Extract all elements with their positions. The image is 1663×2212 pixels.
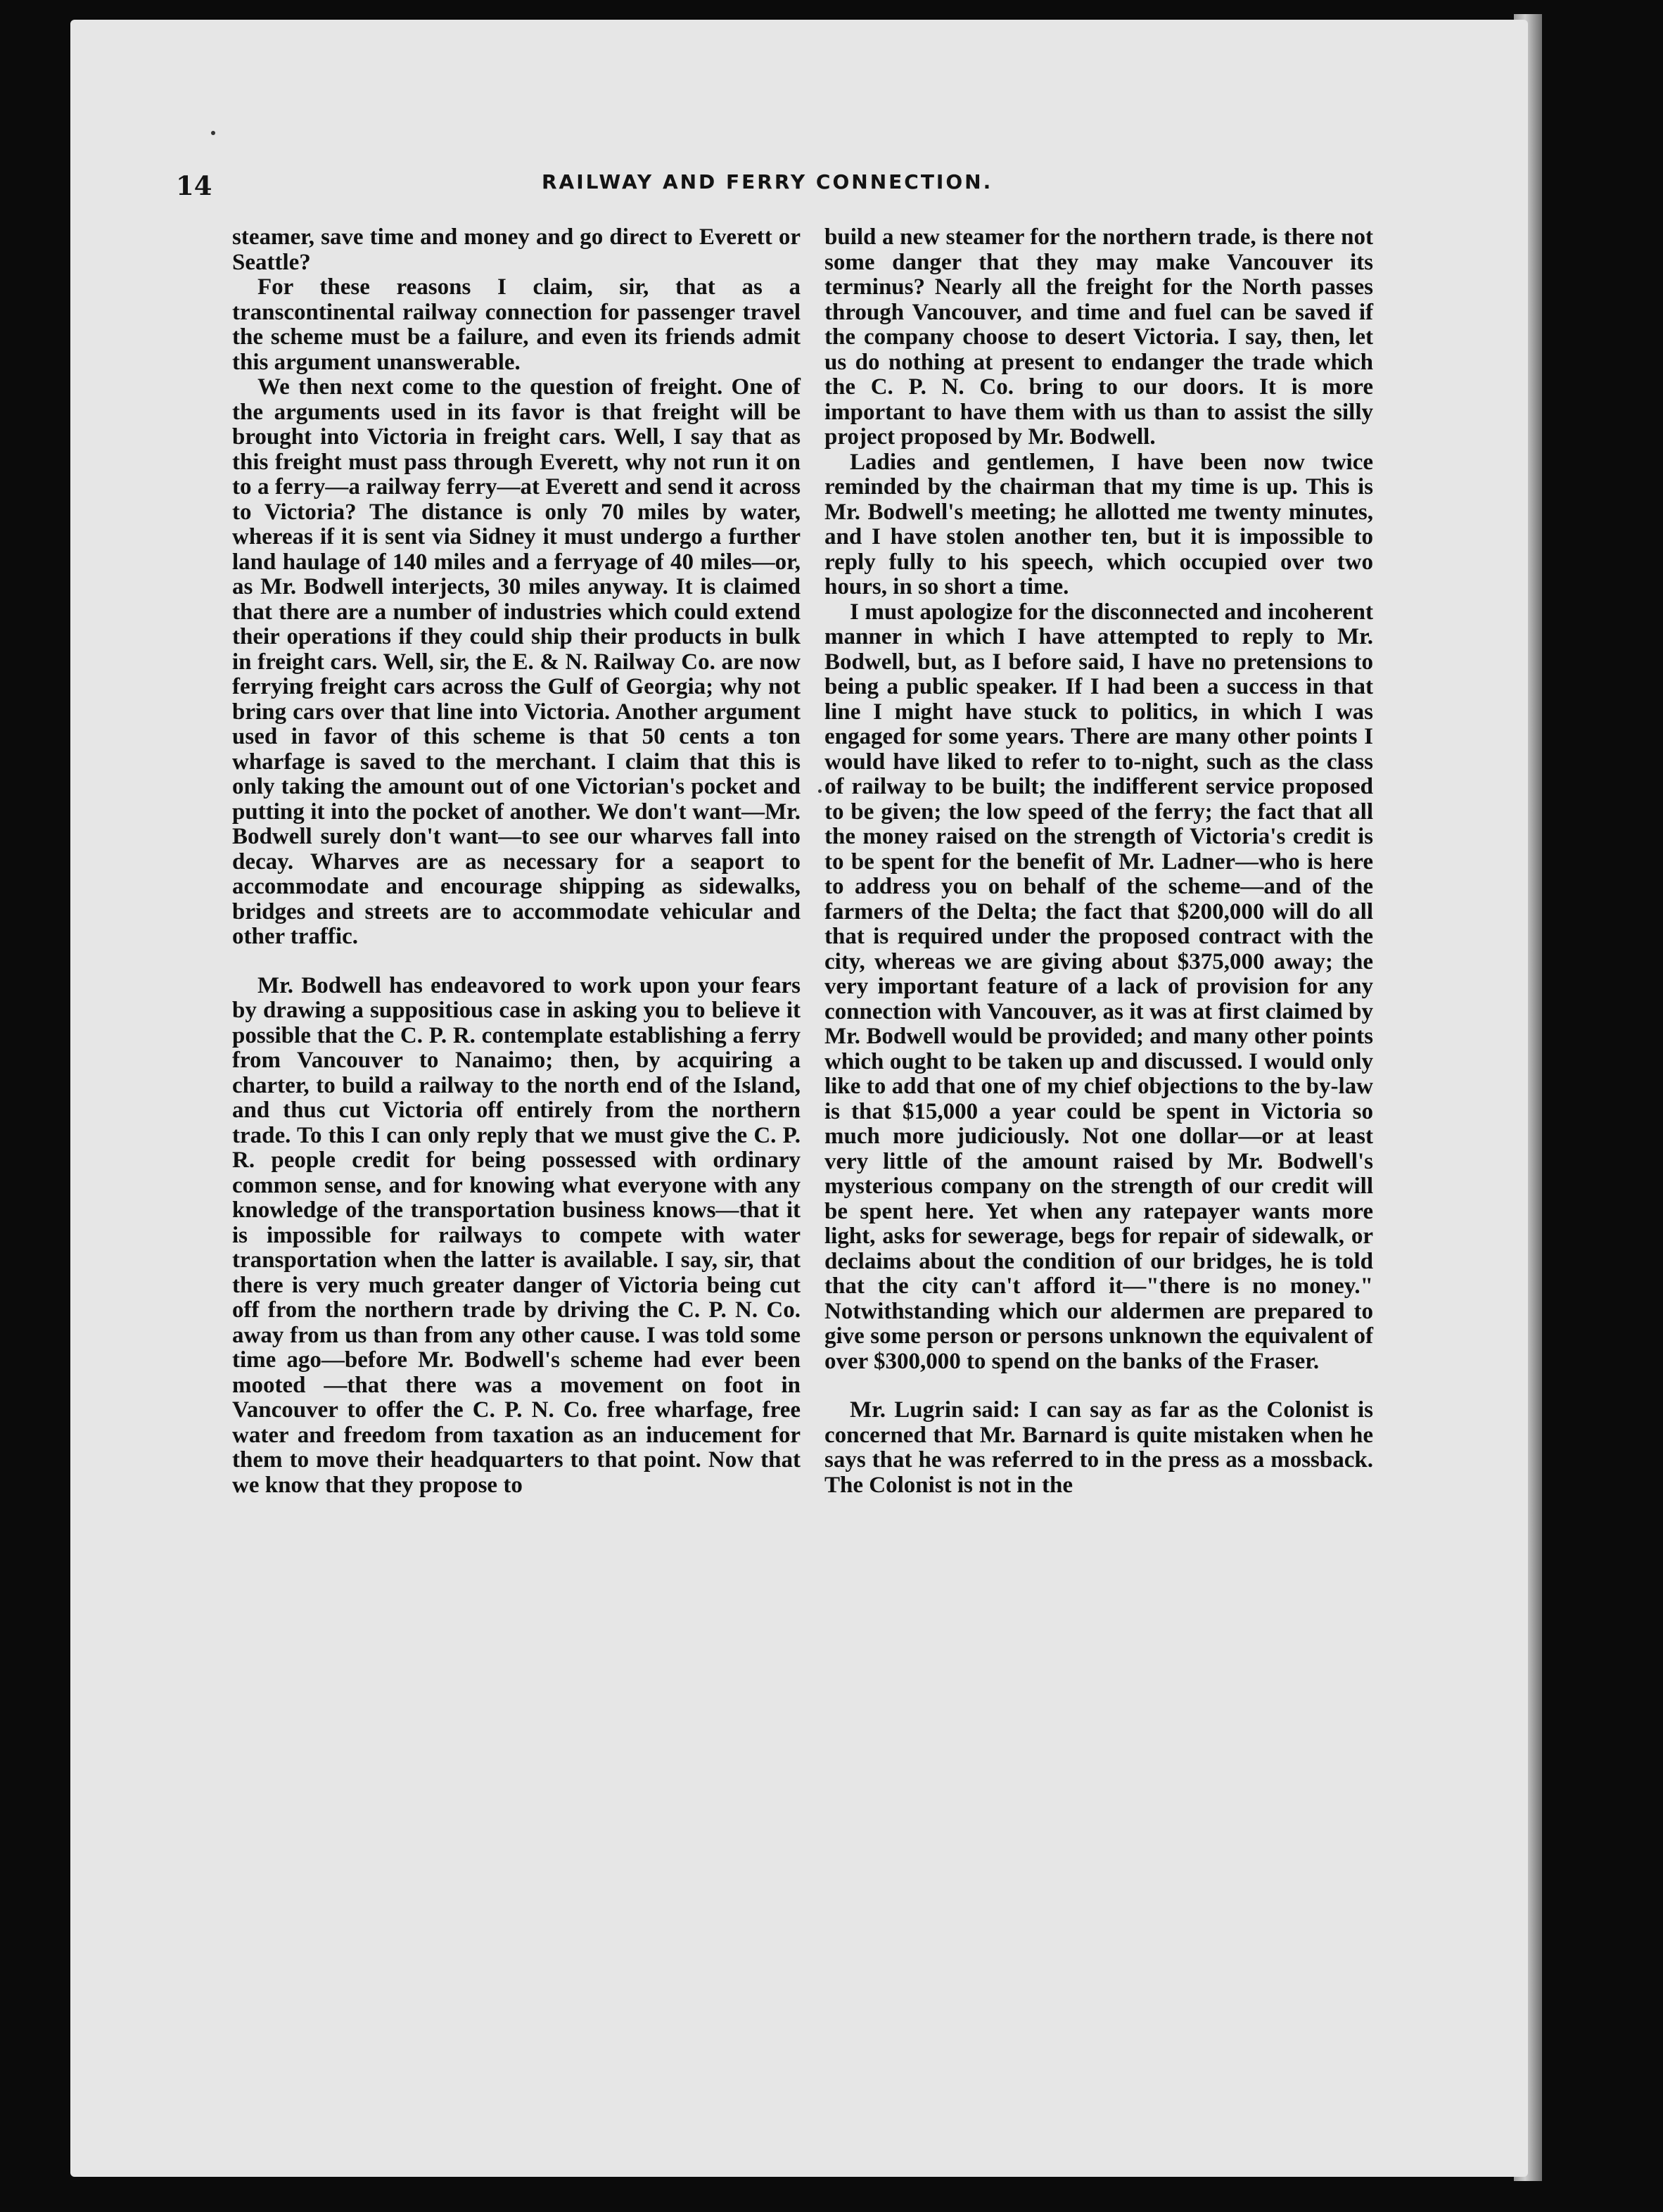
- paragraph: steamer, save time and money and go direct to Everett or Seattle?: [232, 224, 801, 275]
- paragraph: I must apologize for the disconnected and incoherent manner in which I have attempted to reply to Mr. Bodwell, but, as I before said, I have no pretensions to being a public speaker. If I had been a success in that line I might have stuck to politics, in which I was engaged for some years. There are many other points I would have liked to refer to to-night, such as the class of railway to be built; the indifferent service proposed to be given; the low speed of the ferry; the fact that all the money raised on the strength of Victoria's credit is to be spent for the benefit of Mr. Ladner—who is here to address you on behalf of the scheme—and of the farmers of the Delta; the fact that $200,000 will do all that is required under the proposed contract with the city, whereas we are giving about $375,000 away; the very important feature of a lack of provision for any connection with Vancouver, as it was at first claimed by Mr. Bodwell would be provided; and many other points which ought to be taken up and discussed. I would only like to add that one of my chief objections to the by-law is that $15,000 a year could be spent in Victoria so much more judiciously. Not one dollar—or at least very little of the amount raised by Mr. Bodwell's mysterious company on the strength of our credit will be spent here. Yet when any ratepayer wants more light, asks for sewerage, begs for repair of sidewalk, or declaims about the condition of our bridges, he is told that the city can't afford it—"there is no money." Notwithstanding which our aldermen are prepared to give some person or persons unknown the equivalent of over $300,000 to spend on the banks of the Fraser.: [824, 599, 1373, 1374]
- scan-speck: [211, 131, 215, 135]
- paragraph: build a new steamer for the northern trade, is there not some danger that they may make Vancouver its terminus? Nearly all the freight for the North passes through Vancouver, and time and fuel can be saved if the company choose to desert Victoria. I say, then, let us do nothing at present to endanger the trade which the C. P. N. Co. bring to our doors. It is more important to have them with us than to assist the silly project proposed by Mr. Bodwell.: [824, 224, 1373, 450]
- page-number: 14: [176, 170, 212, 201]
- scan-speck: [818, 789, 822, 793]
- paragraph: Mr. Lugrin said: I can say as far as the Colonist is concerned that Mr. Barnard is quite mistaken when he says that he was referred to in the press as a mossback. The Colonist is not in the: [824, 1397, 1373, 1498]
- left-column: [232, 225, 801, 1498]
- paragraph: Ladies and gentlemen, I have been now twice reminded by the chairman that my time is up. This is Mr. Bodwell's meeting; he allotted me twenty minutes, and I have stolen another ten, but it is impossible to reply fully to his speech, which occupied over two hours, in so short a time.: [824, 449, 1373, 599]
- running-head: RAILWAY AND FERRY CONNECTION.: [542, 170, 993, 193]
- right-column: [824, 225, 1373, 1498]
- paragraph: For these reasons I claim, sir, that as a transcontinental railway connection for passenger travel the scheme must be a failure, and even its friends admit this argument unanswerable.: [232, 274, 801, 375]
- paragraph: Mr. Bodwell has endeavored to work upon your fears by drawing a suppositious case in asking you to believe it possible that the C. P. R. contemplate establishing a ferry from Vancouver to Nanaimo; then, by acquiring a charter, to build a railway to the north end of the Island, and thus cut Victoria off entirely from the northern trade. To this I can only reply that we must give the C. P. R. people credit for being possessed with ordinary common sense, and for knowing what everyone with any knowledge of the transportation business knows—that it is impossible for railways to compete with water transportation when the latter is available. I say, sir, that there is very much greater danger of Victoria being cut off from the northern trade by driving the C. P. N. Co. away from us than from any other cause. I was told some time ago—before Mr. Bodwell's scheme had ever been mooted —that there was a movement on foot in Vancouver to offer the C. P. N. Co. free wharfage, free water and freedom from taxation as an inducement for them to move their headquarters to that point. Now that we know that they propose to: [232, 972, 801, 1498]
- paragraph: We then next come to the question of freight. One of the arguments used in its favor is that freight will be brought into Victoria in freight cars. Well, I say that as this freight must pass through Everett, why not run it on to a ferry—a railway ferry—at Everett and send it across to Victoria? The distance is only 70 miles by water, whereas if it is sent via Sidney it must undergo a further land haulage of 140 miles and a ferryage of 40 miles—or, as Mr. Bodwell interjects, 30 miles anyway. It is claimed that there are a number of industries which could extend their operations if they could ship their products in bulk in freight cars. Well, sir, the E. & N. Railway Co. are now ferrying freight cars across the Gulf of Georgia; why not bring cars over that line into Victoria. Another argument used in favor of this scheme is that 50 cents a ton wharfage is saved to the merchant. I claim that this is only taking the amount out of one Victorian's pocket and putting it into the pocket of another. We don't want—Mr. Bodwell surely don't want—to see our wharves fall into decay. Wharves are as necessary for a seaport to accommodate and encourage shipping as sidewalks, bridges and streets are to accommodate vehicular and other traffic.: [232, 374, 801, 949]
- page-header: [176, 170, 1059, 201]
